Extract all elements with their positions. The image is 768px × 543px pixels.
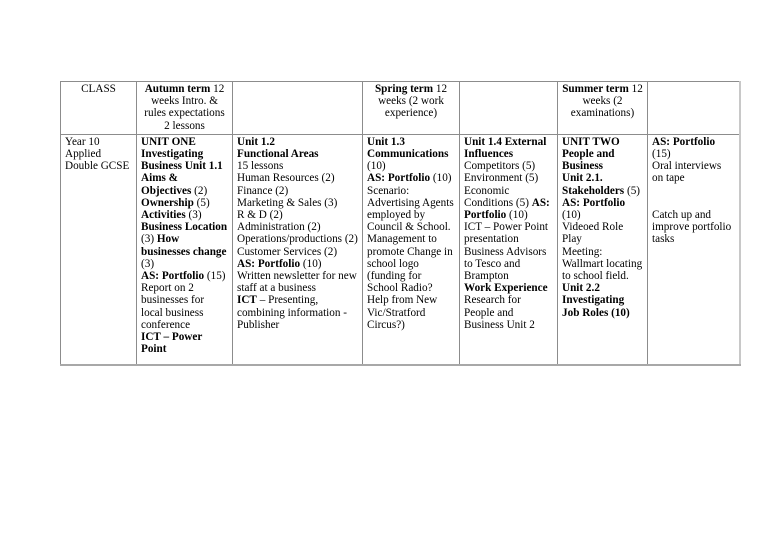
activities-label: Activities	[141, 209, 186, 222]
lessons-count: 15 lessons	[237, 160, 284, 173]
location-label: Business Location	[141, 221, 228, 234]
unit-two-subtitle: People and Business	[562, 148, 615, 173]
meeting-text: Meeting: Wallmart locating to school field.	[562, 245, 643, 283]
unit-1-3-count: (10)	[367, 160, 386, 173]
portfolio-count: (10)	[430, 172, 452, 185]
aims-label: Aims & Objectives	[141, 172, 192, 197]
aims-count: (2)	[191, 184, 208, 197]
unit-1-3-cell	[363, 134, 460, 365]
stakeholders-count: (5)	[624, 184, 641, 197]
header-summer-term	[558, 82, 648, 135]
portfolio-count: (10)	[300, 257, 322, 270]
environment-item: Environment (5)	[464, 172, 539, 185]
header-empty-3	[648, 82, 740, 135]
unit-one-title: UNIT ONE	[141, 135, 196, 148]
spring-term-detail: 12 weeks (2 work experience)	[378, 83, 448, 120]
spacer	[652, 185, 735, 209]
class-cell	[61, 134, 137, 365]
class-year: Year 10	[65, 135, 100, 148]
portfolio-task: Oral interviews on tape	[652, 160, 722, 185]
header-empty-2	[460, 82, 558, 135]
ownership-count: (5)	[193, 196, 210, 209]
stakeholders-label: Stakeholders	[562, 184, 625, 197]
unit-1-4-cell	[460, 134, 558, 365]
portfolio-task: Report on 2 businesses for local business conference	[141, 282, 205, 331]
header-row	[61, 82, 740, 135]
work-experience-label: Work Experience	[464, 282, 548, 295]
ict-detail: ICT – Power Point presentation Business Advisors to Tesco and Brampton	[464, 221, 549, 283]
location-count: (3)	[141, 233, 157, 246]
unit-two-cell	[558, 134, 648, 365]
unit-2-1-title: Unit 2.1.	[562, 172, 603, 185]
header-class	[61, 82, 137, 135]
class-header-text: CLASS	[81, 83, 116, 95]
functional-area-item: Customer Services (2)	[237, 245, 338, 258]
economic-item: Economic Conditions (5)	[464, 184, 532, 209]
unit-one-cell	[137, 134, 233, 365]
class-course: Double GCSE	[65, 160, 130, 173]
ict-detail: – Presenting, combining information - Publisher	[237, 294, 347, 331]
header-autumn-term	[137, 82, 233, 135]
functional-area-item: Operations/productions (2)	[237, 233, 358, 246]
portfolio-count: (15)	[652, 148, 671, 161]
summer-term-detail: 12 weeks (2 examinations)	[570, 83, 643, 120]
portfolio-label: AS: Portfolio	[237, 257, 301, 270]
ict-label: ICT – Power Point	[141, 331, 203, 356]
autumn-term-label: Autumn term	[144, 83, 211, 95]
unit-1-2-cell	[233, 134, 363, 365]
portfolio-task: Written newsletter for new staff at a business	[237, 270, 357, 295]
scenario-text: Scenario: Advertising Agents employed by Council & School. Management to promote Change in school logo (funding for School Radio? Help from New Vic/Stratford Circus?)	[367, 184, 454, 331]
header-empty-1	[233, 82, 363, 135]
scheme-of-work-table	[60, 81, 741, 366]
unit-1-2-title: Unit 1.2	[237, 135, 275, 148]
catch-up-text: Catch up and improve portfolio tasks	[652, 208, 732, 246]
year-10-row	[61, 134, 740, 365]
autumn-term-detail: 12 weeks Intro. & rules expectations 2 lessons	[144, 83, 225, 132]
portfolio-label: AS: Portfolio	[652, 135, 716, 148]
work-experience-detail: Research for People and Business Unit 2	[464, 294, 535, 331]
portfolio-label: AS: Portfolio	[464, 196, 550, 222]
ict-label: ICT	[237, 294, 257, 307]
activities-count: (3)	[185, 209, 202, 222]
functional-area-item: Human Resources (2)	[237, 172, 335, 185]
portfolio-label: AS: Portfolio	[141, 270, 205, 283]
summer-term-label: Summer term	[562, 83, 629, 95]
change-label: How businesses change	[141, 233, 227, 258]
unit-1-2-subtitle: Functional Areas	[237, 148, 319, 161]
unit-1-4-title: Unit 1.4 External Influences	[464, 135, 547, 161]
portfolio-count: (10)	[506, 209, 528, 222]
unit-two-title: UNIT TWO	[562, 135, 620, 148]
spring-term-label: Spring term	[374, 83, 434, 95]
functional-area-item: Administration (2)	[237, 221, 321, 234]
functional-area-item: Finance (2)	[237, 184, 289, 197]
unit-1-3-title: Unit 1.3	[367, 135, 405, 148]
class-applied: Applied	[65, 148, 102, 161]
ownership-label: Ownership	[141, 196, 194, 209]
portfolio-catchup-cell	[648, 134, 740, 365]
functional-area-item: R & D (2)	[237, 209, 283, 222]
unit-1-3-subtitle: Communications	[367, 148, 449, 161]
change-count: (3)	[141, 257, 155, 270]
unit-2-2-title: Unit 2.2 Investigating Job Roles (10)	[562, 282, 630, 319]
portfolio-label: AS: Portfolio	[562, 196, 626, 209]
portfolio-count: (15)	[204, 270, 226, 283]
portfolio-task: Videoed Role Play	[562, 221, 624, 246]
portfolio-count: (10)	[562, 209, 581, 222]
header-spring-term	[363, 82, 460, 135]
functional-area-item: Marketing & Sales (3)	[237, 196, 338, 209]
portfolio-label: AS: Portfolio	[367, 172, 431, 185]
unit-one-subtitle: Investigating Business Unit 1.1	[141, 148, 223, 173]
competitors-item: Competitors (5)	[464, 160, 536, 173]
